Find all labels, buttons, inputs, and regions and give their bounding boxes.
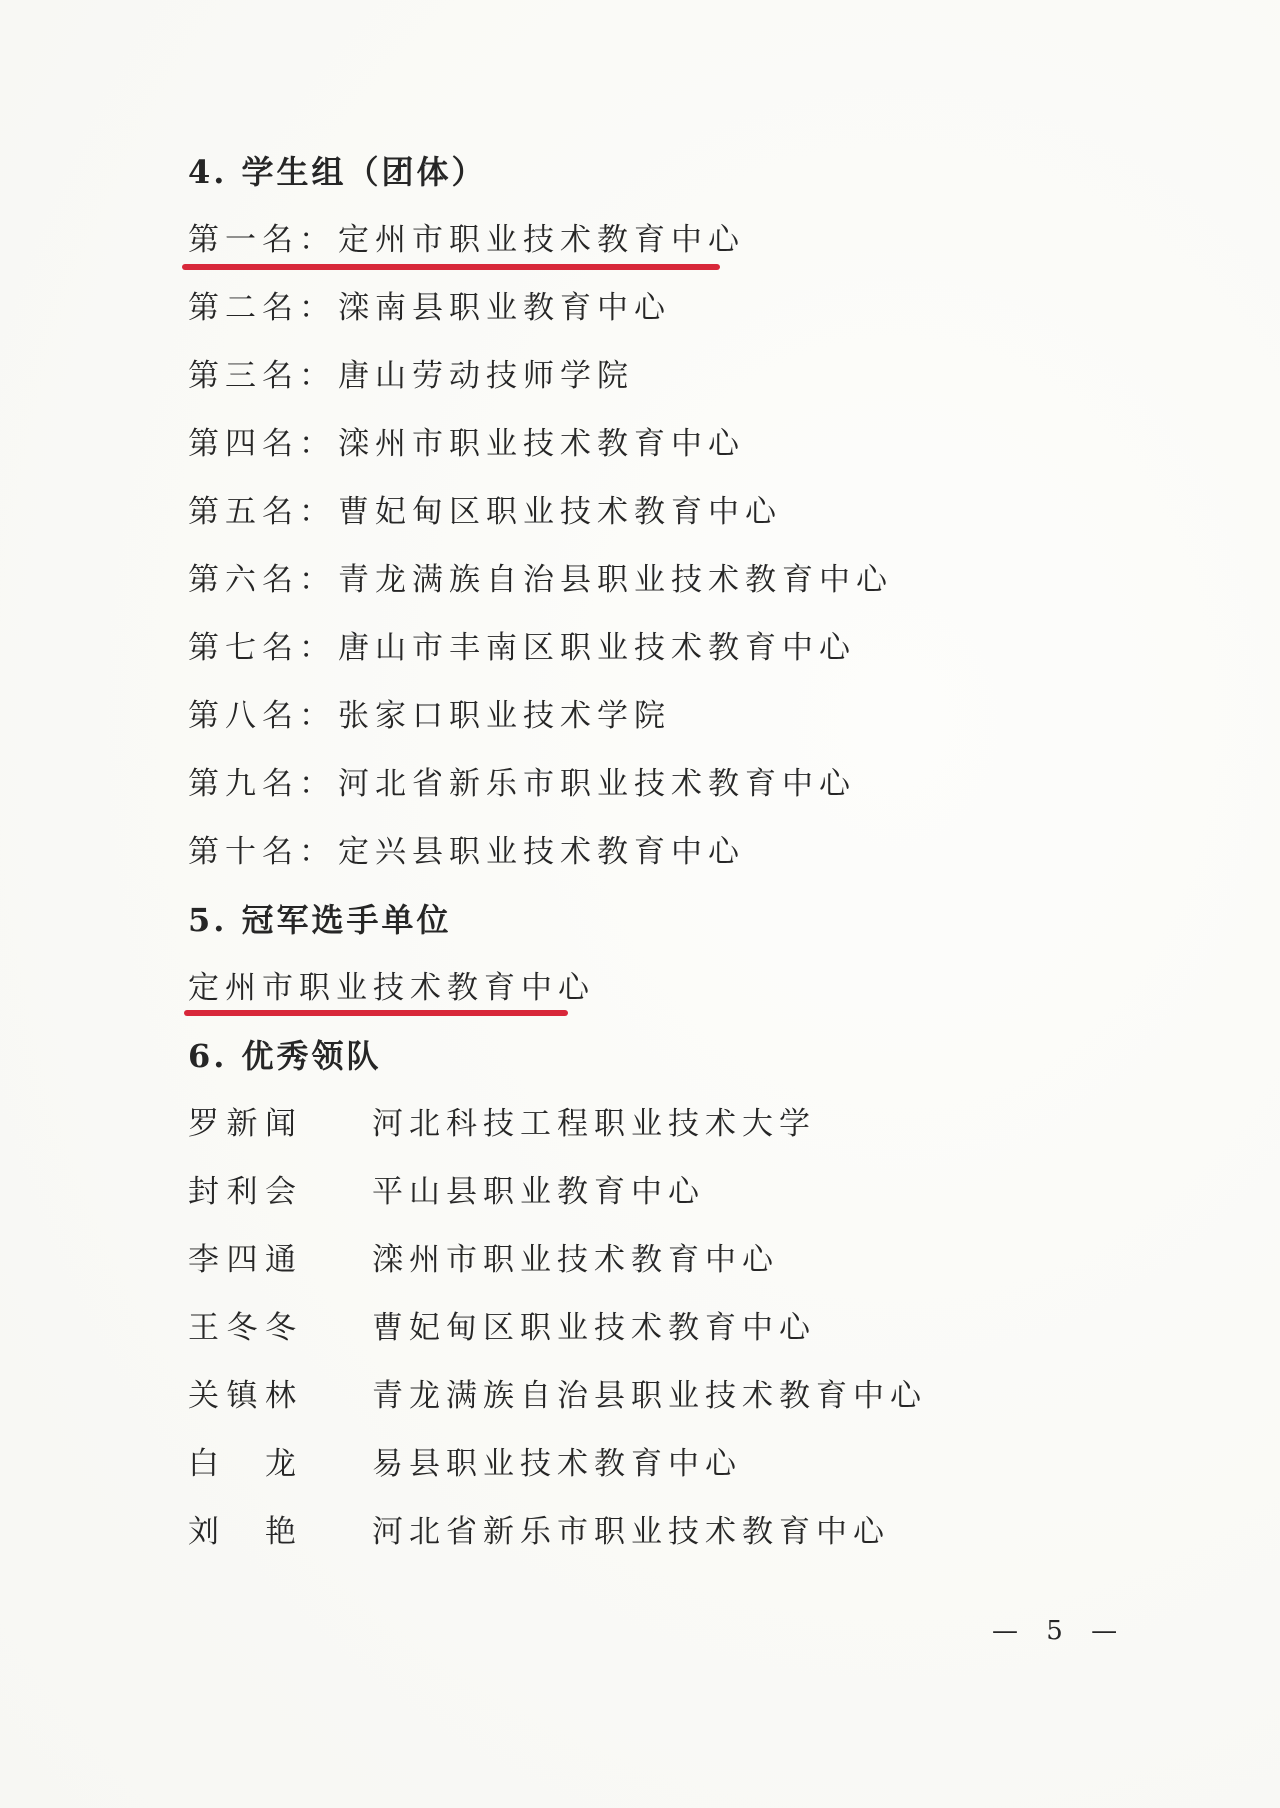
rank-line-3 (188, 356, 634, 396)
rank-separator: ： (299, 222, 336, 258)
leader-name: 罗新闻 (188, 1106, 298, 1142)
rank-label: 第五名 (188, 494, 299, 530)
section-4-heading: 4. 学生组（团体） (188, 153, 487, 191)
rank-line-4 (188, 424, 745, 464)
rank-unit-name: 定州市职业技术教育中心 (338, 222, 745, 258)
rank-separator: ： (299, 766, 336, 802)
rank-separator: ： (299, 426, 336, 462)
rank-label: 第二名 (188, 290, 299, 326)
rank-line-5 (188, 492, 782, 532)
rank-separator: ： (299, 562, 336, 598)
rank-unit-name: 张家口职业技术学院 (338, 698, 671, 734)
rank-line-1 (188, 220, 745, 260)
leader-unit: 平山县职业教育中心 (372, 1174, 705, 1210)
rank-label: 第十名 (188, 834, 299, 870)
rank-line-6 (188, 560, 893, 600)
rank-unit-name: 青龙满族自治县职业技术教育中心 (338, 562, 893, 598)
page-number: — 5 — (992, 1616, 1128, 1646)
leader-name: 白龙 (188, 1446, 298, 1482)
leader-name: 李四通 (188, 1242, 298, 1278)
section-5-heading: 5. 冠军选手单位 (188, 901, 452, 939)
rank-line-8 (188, 696, 671, 736)
leader-unit: 曹妃甸区职业技术教育中心 (372, 1310, 816, 1346)
leader-unit: 河北省新乐市职业技术教育中心 (372, 1514, 890, 1550)
leader-name: 王冬冬 (188, 1310, 298, 1346)
rank-unit-name: 定兴县职业技术教育中心 (338, 834, 745, 870)
rank-unit-name: 唐山劳动技师学院 (338, 358, 634, 394)
leader-name: 关镇林 (188, 1378, 298, 1414)
rank-separator: ： (299, 290, 336, 326)
rank-label: 第八名 (188, 698, 299, 734)
rank-label: 第六名 (188, 562, 299, 598)
rank-line-2 (188, 288, 671, 328)
rank-unit-name: 河北省新乐市职业技术教育中心 (338, 766, 856, 802)
rank-separator: ： (299, 698, 336, 734)
leader-unit: 易县职业技术教育中心 (372, 1446, 742, 1482)
highlight-underline (182, 264, 720, 270)
leader-name: 刘艳 (188, 1514, 298, 1550)
rank-separator: ： (299, 630, 336, 666)
rank-unit-name: 滦州市职业技术教育中心 (338, 426, 745, 462)
rank-unit-name: 曹妃甸区职业技术教育中心 (338, 494, 782, 530)
rank-line-9 (188, 764, 856, 804)
rank-line-7 (188, 628, 856, 668)
leader-name: 封利会 (188, 1174, 298, 1210)
rank-label: 第三名 (188, 358, 299, 394)
champion-unit: 定州市职业技术教育中心 (188, 970, 595, 1006)
section-6-heading: 6. 优秀领队 (188, 1037, 382, 1075)
rank-line-10 (188, 832, 745, 872)
rank-separator: ： (299, 494, 336, 530)
rank-label: 第七名 (188, 630, 299, 666)
rank-unit-name: 唐山市丰南区职业技术教育中心 (338, 630, 856, 666)
leader-unit: 滦州市职业技术教育中心 (372, 1242, 779, 1278)
rank-unit-name: 滦南县职业教育中心 (338, 290, 671, 326)
leader-unit: 河北科技工程职业技术大学 (372, 1106, 816, 1142)
rank-label: 第四名 (188, 426, 299, 462)
rank-label: 第一名 (188, 222, 299, 258)
rank-separator: ： (299, 834, 336, 870)
leader-unit: 青龙满族自治县职业技术教育中心 (372, 1378, 927, 1414)
rank-separator: ： (299, 358, 336, 394)
highlight-underline (184, 1010, 568, 1016)
rank-label: 第九名 (188, 766, 299, 802)
